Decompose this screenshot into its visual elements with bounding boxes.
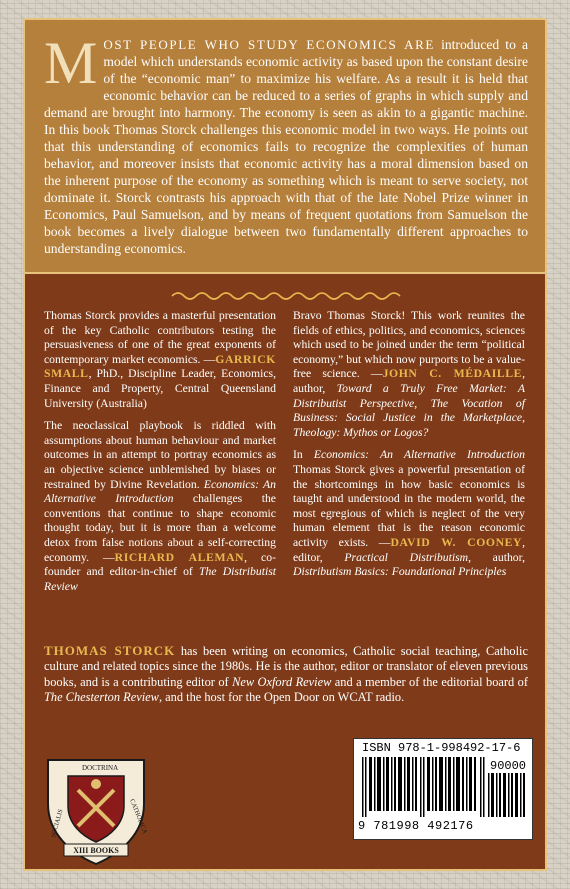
blurb-small: Thomas Storck provides a masterful presentation of the key Catholic contributors testing the persuasiveness of one of the great exponents of contemporary market economics. —GARRICK SMALL, PhD., Discipline Leader, Economics, Finance and Property, Central Queensland University (Australia) xyxy=(44,309,276,410)
seal-top-text: DOCTRINA xyxy=(82,764,119,772)
seal-right-text: CATHOLICA xyxy=(128,798,149,835)
isbn-text: ISBN 978-1-998492-17-6 xyxy=(362,741,521,755)
publisher-seal-logo xyxy=(40,742,152,866)
blurb-cooney: In Economics: An Alternative Introduction Thomas Storck gives a powerful presentation of the shortcomings in how basic economics is taught and understood in the modern world, the most egregious of which is neglect of the very human element that is the reason economic activity exists. —DAVID W. COONEY, editor, Practical Distributism, author, Distributism Basics: Foundational Principles xyxy=(293,448,525,579)
attribution-medaille: JOHN C. MÉDAILLE xyxy=(382,367,523,381)
attribution-aleman: RICHARD ALEMAN xyxy=(114,550,245,564)
price-code: 90000 xyxy=(490,759,527,773)
seal-banner-text: XIII BOOKS xyxy=(73,846,119,855)
price-barcode-bars xyxy=(488,773,526,817)
drop-cap: M xyxy=(44,30,98,96)
attribution-cooney: DAVID W. COONEY xyxy=(390,535,523,549)
blurbs-right-column xyxy=(293,309,525,588)
author-bio: THOMAS STORCK has been writing on economics, Catholic social teaching, Catholic culture and related topics since the 1980s. He is the author, editor or translator of eleven previous books, and is a contributing editor of New Oxford Review and a member of the editorial board of The Chesterton Review, and the host for the Open Door on WCAT radio. xyxy=(44,643,528,704)
book-description xyxy=(44,30,528,257)
ean-number: 9 781998 492176 xyxy=(358,819,474,833)
blurb-aleman: The neoclassical playbook is riddled with assumptions about human behaviour and market outcomes in an attempt to portray economics as an objective science unblemished by biases or restrained by Divine Revelation. Economics: An Alternative Introduction challenges the conventions that continue to shape economic thought today, but it is more than a welcome detox from false notions about a self-correcting economy. —RICHARD ALEMAN, co-founder and editor-in-chief of The Distributist Review xyxy=(44,419,276,593)
blurb-medaille: Bravo Thomas Storck! This work reunites the fields of ethics, politics, and economics, sciences which used to be joined under the term “political economy,” but which now purports to be a value-free science. —JOHN C. MÉDAILLE, author, Toward a Truly Free Market: A Distributist Perspective, The Vocation of Business: Social Justice in the Marketplace, Theology: Mythos or Logos? xyxy=(293,309,526,439)
attribution-small: GARRICK SMALL xyxy=(44,352,276,381)
description-lead: OST PEOPLE WHO STUDY ECONOMICS ARE xyxy=(103,37,435,52)
ornament-divider xyxy=(170,289,402,303)
author-name: THOMAS STORCK xyxy=(44,643,176,658)
isbn-barcode xyxy=(353,738,533,840)
ean-barcode-bars xyxy=(362,757,486,817)
seal-left-text: SOCIALIS xyxy=(50,808,65,839)
description-text: introduced to a model which understands economic activity as based upon the constant desire of the “economic man” to maximize his welfare. As a result it is held that economic behavior can be reduced to a series of graphs in which supply and demand are brought into harmony. The economy is seen as akin to a gigantic machine. In this book Thomas Storck challenges this economic model in two ways. He points out that this understanding of economics fails to recognize the complexities of human behavior, and moreover insists that economic activity has a moral dimension based on the inherent purpose of the economy as something which is meant to serve society, not dominate it. Storck contrasts his approach with that of the late Nobel Prize winner in Economics, Paul Samuelson, and by means of frequent quotations from Samuelson the book becomes a lively dialogue between two fundamentally different approaches to understanding economics. xyxy=(44,37,528,256)
blurbs-left-column xyxy=(44,309,276,602)
